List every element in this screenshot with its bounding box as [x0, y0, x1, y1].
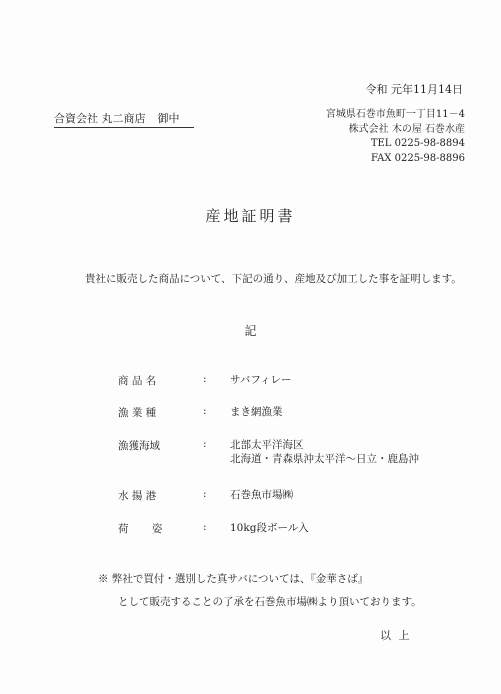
item-value: 10kg段ボール入 [230, 522, 309, 534]
item-colon: : [203, 438, 207, 450]
item-value: まき網漁業 [230, 406, 283, 418]
item-value: サバフィレー [230, 374, 292, 386]
closing-mark: 以 上 [380, 629, 412, 642]
sender-address: 宮城県石巻市魚町一丁目11－4 [325, 109, 465, 120]
item-colon: : [203, 373, 207, 385]
item-label: 荷 姿 [118, 523, 173, 535]
item-label: 商 品 名 [118, 375, 157, 387]
sender-block [326, 108, 465, 166]
item-value-line: 北部太平洋海区 [230, 439, 304, 451]
sender-fax: FAX 0225-98-8896 [371, 152, 465, 164]
note-line-2: として販売することの了承を石巻魚市場㈱より頂いております。 [118, 596, 422, 608]
document-title: 産地証明書 [205, 207, 296, 225]
item-label: 漁 業 種 [118, 407, 157, 419]
item-label: 水 揚 港 [118, 490, 157, 502]
item-label: 漁獲海域 [118, 440, 160, 452]
item-colon: : [203, 405, 207, 417]
issue-date: 令和 元年11月14日 [365, 83, 463, 96]
item-value-line: 北海道・青森県沖太平洋～日立・鹿島沖 [230, 453, 419, 465]
addressee-honorific: 御中 [157, 112, 180, 125]
addressee-company: 合資会社 丸二商店 [54, 112, 146, 125]
ki-heading: 記 [244, 324, 257, 338]
addressee [54, 110, 194, 128]
sender-tel: TEL 0225-98-8894 [370, 138, 465, 149]
item-value: 石巻魚市場㈱ [230, 489, 293, 501]
item-value [230, 438, 419, 466]
item-colon: : [203, 488, 207, 500]
item-colon: : [203, 521, 207, 533]
sender-company: 株式会社 木の屋 石巻水産 [348, 123, 465, 135]
note-line-1: ※ 弊社で買付・選別した真サバについては、『金華さば』 [98, 573, 369, 585]
certification-statement: 貴社に販売した商品について、下記の通り、産地及び加工した事を証明します。 [85, 273, 462, 285]
